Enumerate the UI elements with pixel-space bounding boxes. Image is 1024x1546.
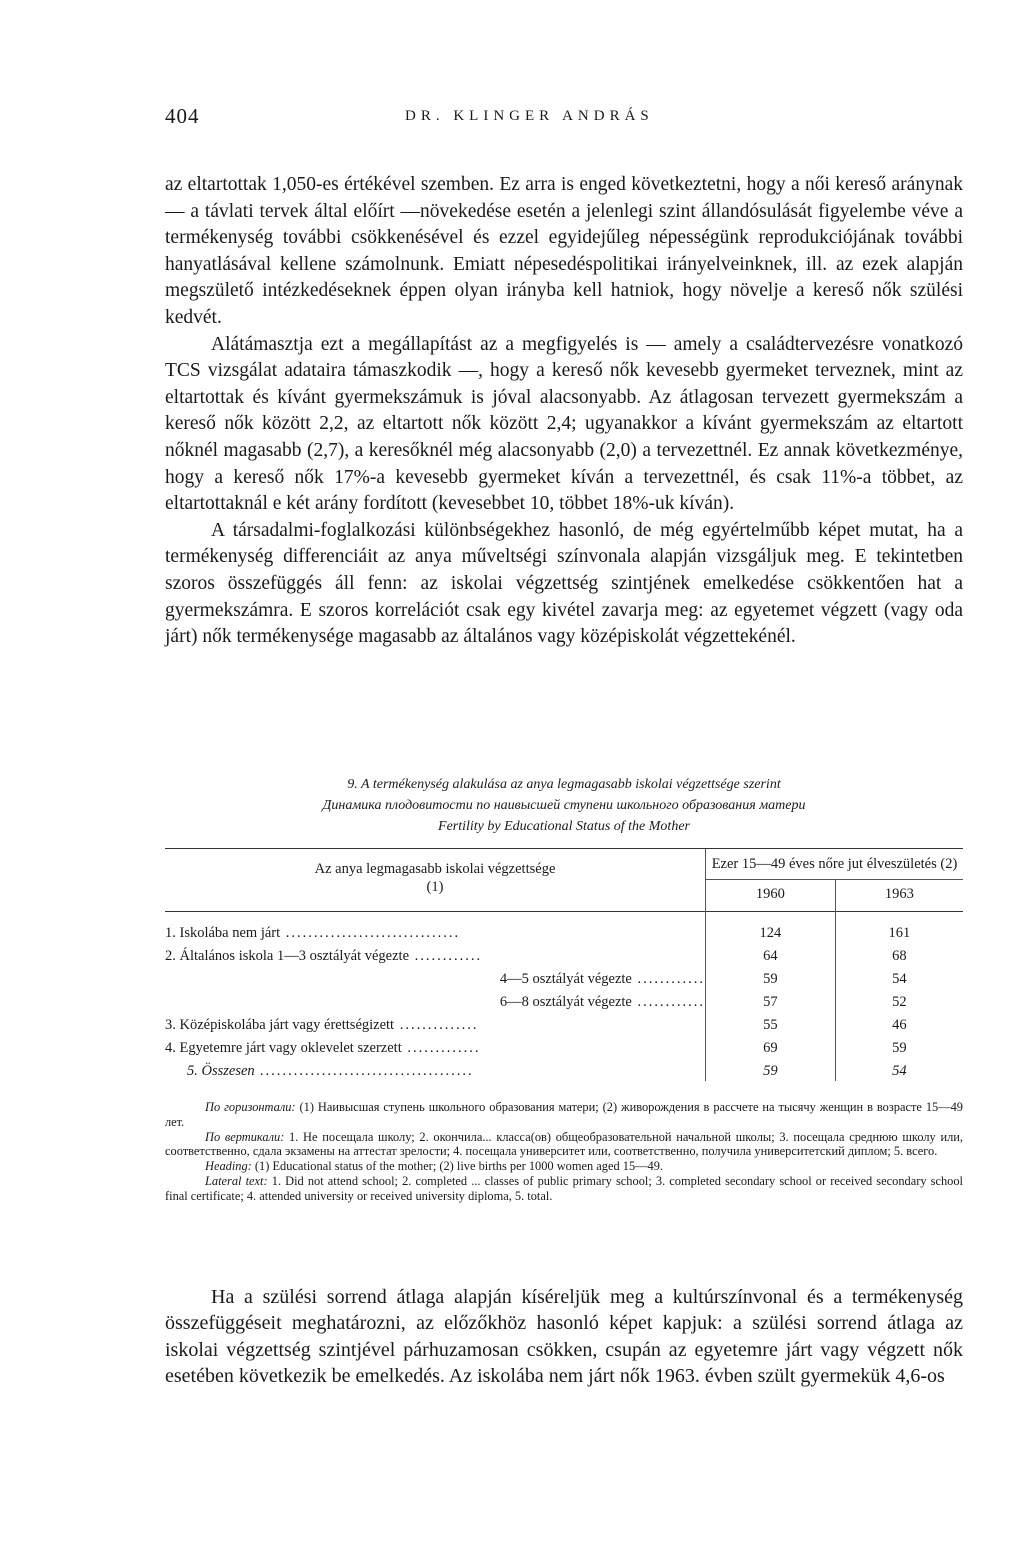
value-1960: 69: [706, 1035, 836, 1058]
value-1963: 68: [835, 943, 963, 966]
paragraph: A társadalmi-foglalkozási különbségekhez hasonló, de még egyértelműbb képet mutat, ha a termékenység differenciáit az anya műveltségi színvonala alapján vizsgáljuk meg. E tekintetben szoros összefüggés áll fenn: az iskolai végzettség szintjének emelkedése csökkentően hat a gyermekszámra. E szoros korrelációt csak egy kivétel zavarja meg: az egyetemet végzett (vagy oda járt) nők termékenysége magasabb az általános vagy középiskolát végzettekénél.: [165, 519, 963, 648]
table-notes: [165, 1100, 963, 1204]
column-header: [165, 849, 706, 912]
value-1960: 57: [706, 989, 836, 1012]
table-row: 4. Egyetemre járt vagy oklevelet szerzett ............. 69 59: [165, 1035, 963, 1058]
row-label: 3. Középiskolába járt vagy érettségizett: [165, 1016, 395, 1033]
paragraph: Ha a szülési sorrend átlaga alapján kíséreljük meg a kultúrszínvonal és a termékenység összefüggéseit meghatározni, az előzőkhöz hasonló képet kapjuk: a szülési sorrend átlaga az iskolai végzettség szintjével párhuzamosan csökken, csupán az egyetemre járt vagy végzett nők esetében következik be emelkedés. Az iskolába nem járt nők 1963. évben szült gyermekük 4,6-os: [165, 1286, 963, 1388]
table-caption-russian: Динамика плодовитости по наивысшей ступени школьного образования матери: [322, 798, 806, 813]
year-header: 1960: [706, 880, 836, 912]
note-english-lateral: Lateral text: 1. Did not attend school; 2. completed ... classes of public primary school; 3. completed secondary school or received secondary school final certificate; 4. attended university or received university diploma, 5. total.: [165, 1173, 963, 1203]
group-header: Ezer 15—49 éves nőre jut élveszületés (2): [706, 849, 964, 880]
fertility-table: [165, 848, 963, 1081]
value-1963: 46: [835, 1012, 963, 1035]
row-label: 6—8 osztályát végezte: [499, 993, 632, 1010]
note-russian-lateral: По вертикали: 1. Не посещала школу; 2. окончила... класса(ов) общеобразовательной начальной школы; 3. посещала среднюю школу или, соответственно, сдала экзамены на аттестат зрелости; 4. посещала университет или, соответственно, получила университетский диплом; 5. всего.: [165, 1129, 963, 1159]
row-label: 2. Általános iskola 1—3 osztályát végezte: [165, 947, 410, 964]
table-caption-hungarian: 9. A termékenység alakulása az anya legmagasabb iskolai végzettsége szerint: [347, 777, 781, 792]
row-label: 1. Iskolába nem járt: [165, 924, 281, 941]
value-1963: 52: [835, 989, 963, 1012]
value-1960: 64: [706, 943, 836, 966]
row-label: 4. Egyetemre járt vagy oklevelet szerzett: [165, 1039, 402, 1056]
paragraph: az eltartottak 1,050-es értékével szemben. Ez arra is enged következtetni, hogy a női kereső aránynak — a távlati tervek által előírt —növekedése esetén a jelenlegi szint állandósulását figyelembe véve a termékenység további csökkenésével és ezzel egyidejűleg népességünk reprodukciójának további hanyatlásával kellene számolnunk. Emiatt népesedéspolitikai irányelveinknek, ill. az ezek alapján megszülető intézkedéseknek éppen olyan irányba kell hatniok, hogy növelje a kereső nők szülési kedvét.: [165, 174, 963, 328]
note-russian-heading: По горизонтали: (1) Наивысшая ступень школьного образования матери; (2) живорождения в рассчете на тысячу женщин в возрасте 15—49 лет.: [165, 1100, 963, 1129]
body-text-upper: [165, 172, 963, 651]
running-head-author: DR. KLINGER ANDRÁS: [405, 108, 654, 124]
value-1960: 124: [706, 920, 836, 943]
table-row: 1. Iskolába nem járt ............................... 124 161: [165, 920, 963, 943]
table-caption-english: Fertility by Educational Status of the Mother: [438, 819, 690, 834]
row-label: 5. Összesen: [187, 1062, 255, 1079]
column-header-number: (1): [426, 879, 444, 895]
row-label: 4—5 osztályát végezte: [499, 970, 632, 987]
value-1960: 55: [706, 1012, 836, 1035]
value-1963: 161: [835, 920, 963, 943]
value-1963: 59: [835, 1035, 963, 1058]
body-text-lower: [165, 1284, 963, 1390]
table-row-total: 5. Összesen ...................................... 59 54: [165, 1058, 963, 1081]
column-header-label: Az anya legmagasabb iskolai végzettsége: [314, 861, 556, 877]
paragraph: Alátámasztja ezt a megállapítást az a megfigyelés is — amely a családtervezésre vonatkozó TCS vizsgálat adataira támaszkodik —, hogy a kereső nők kevesebb gyermeket terveznek, mint az eltartottak és kívánt gyermekszámuk is jóval alacsonyabb. Az átlagosan tervezett gyermekszám a kereső nők között 2,2, az eltartott nők között 2,4; ugyanakkor a kívánt gyermekszám az eltartott nőknél magasabb (2,7), a keresőknél még alacsonyabb (2,0) a tervezettnél. Ez annak következménye, hogy a kereső nők 17%-a kevesebb gyermeket kíván a tervezettnél, és csak 11%-a többet, az eltartottaknál e két arány fordított (kevesebbet 10, többet 18%-uk kíván).: [165, 333, 963, 515]
table-row: 6—8 osztályát végezte ............ 57 52: [165, 989, 963, 1012]
table-row: 3. Középiskolába járt vagy érettségizett .............. 55 46: [165, 1012, 963, 1035]
value-1960: 59: [706, 1058, 836, 1081]
value-1960: 59: [706, 966, 836, 989]
table-row: 2. Általános iskola 1—3 osztályát végezte ............ 64 68: [165, 943, 963, 966]
page-number: 404: [165, 104, 200, 128]
value-1963: 54: [835, 1058, 963, 1081]
year-header: 1963: [835, 880, 963, 912]
running-head: [165, 104, 965, 130]
note-english-heading: Heading: (1) Educational status of the mother; (2) live births per 1000 women aged 15—49.: [205, 1159, 664, 1174]
table-row: 4—5 osztályát végezte ............ 59 54: [165, 966, 963, 989]
value-1963: 54: [835, 966, 963, 989]
